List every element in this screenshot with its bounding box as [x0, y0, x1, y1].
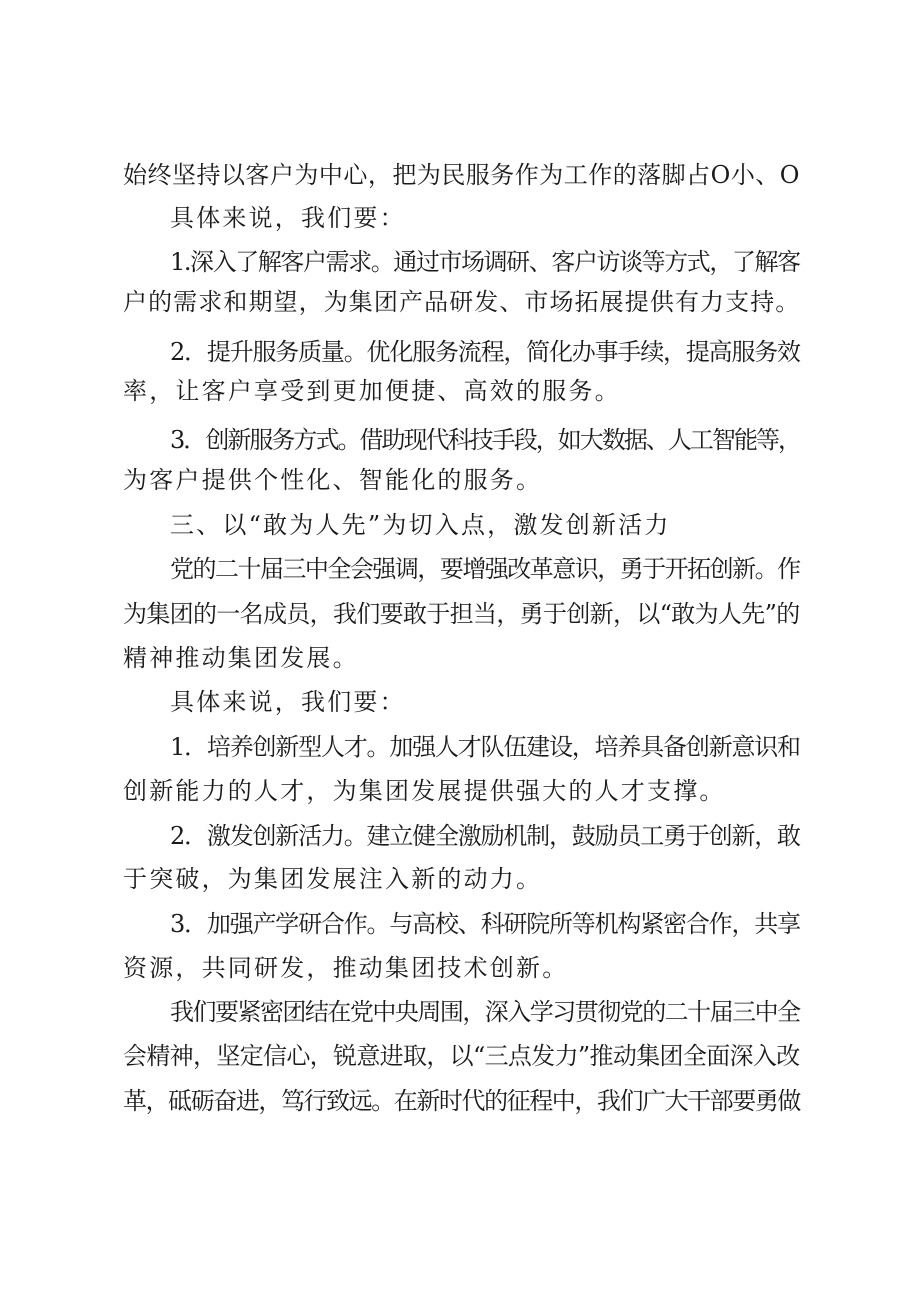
text-line: 我们要紧密团结在党中央周围，深入学习贯彻党的二十届三中全	[170, 998, 800, 1026]
text-line: 革，砥砺奋进，笃行致远。在新时代的征程中，我们广大干部要勇做	[123, 1087, 800, 1115]
text-line: 为集团的一名成员，我们要敢于担当，勇于创新，以“敢为人先”的	[123, 600, 800, 628]
text-line: 会精神，坚定信心，锐意进取，以“三点发力”推动集团全面深入改	[123, 1042, 800, 1070]
text-line: 党的二十届三中全会强调，要增强改革意识，勇于开拓创新。作	[170, 555, 800, 583]
text-line: 具体来说，我们要：	[170, 688, 406, 716]
text-line: 于突破，为集团发展注入新的动力。	[123, 865, 543, 893]
text-line: 为客户提供个性化、智能化的服务。	[123, 466, 543, 494]
text-line: 具体来说，我们要：	[170, 204, 406, 232]
text-line: 创新能力的人才，为集团发展提供强大的人才支撑。	[123, 777, 726, 805]
text-line: 户的需求和期望，为集团产品研发、市场拓展提供有力支持。	[123, 288, 801, 316]
text-line: 率，让客户享受到更加便捷、高效的服务。	[123, 377, 621, 405]
text-line: 3．加强产学研合作。与高校、科研院所等机构紧密合作，共享	[170, 910, 800, 938]
text-line: 2．提升服务质量。优化服务流程，简化办事手续，提高服务效	[170, 338, 800, 366]
text-line: 资源，共同研发，推动集团技术创新。	[123, 954, 569, 982]
section-heading: 三、以“敢为人先”为切入点，激发创新活力	[170, 511, 671, 539]
text-line: 3．创新服务方式。借助现代科技手段，如大数据、人工智能等，	[170, 426, 801, 454]
text-line: 始终坚持以客户为中心，把为民服务作为工作的落脚占O小、O	[123, 161, 800, 189]
text-line: 2．激发创新活力。建立健全激励机制，鼓励员工勇于创新，敢	[170, 822, 800, 850]
text-line: 1.深入了解客户需求。通过市场调研、客户访谈等方式，了解客	[170, 248, 800, 276]
text-line: 精神推动集团发展。	[123, 644, 359, 672]
text-line: 1．培养创新型人才。加强人才队伍建设，培养具备创新意识和	[170, 733, 800, 761]
